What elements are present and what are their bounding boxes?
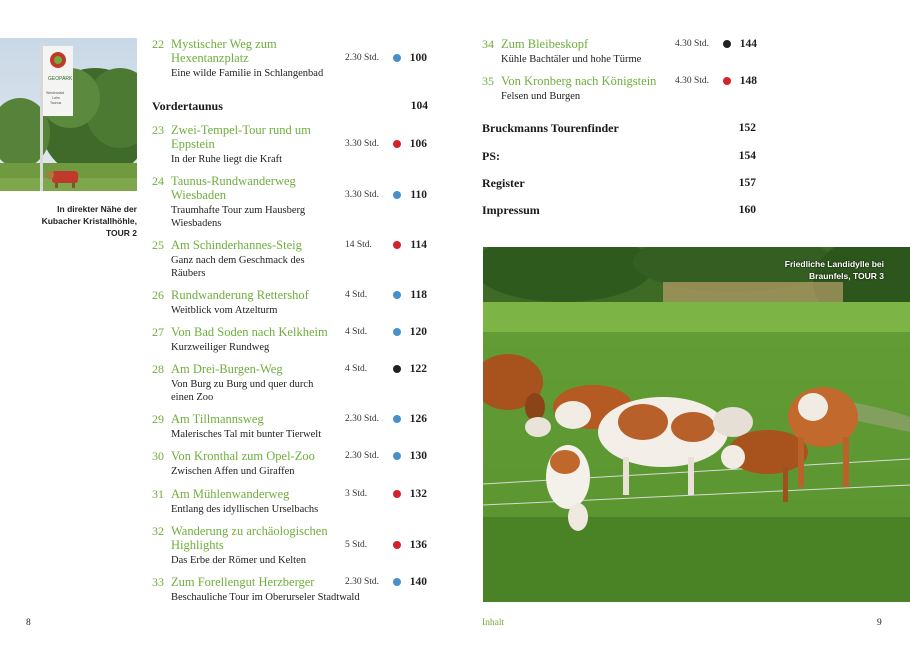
section-page: 104	[410, 100, 428, 112]
difficulty-dot-icon	[393, 328, 401, 336]
entry-title[interactable]: Von Kronthal zum Opel-Zoo	[171, 449, 315, 463]
difficulty-dot-icon	[393, 452, 401, 460]
entry-subtitle: Kühle Bachtäler und hohe Türme	[501, 54, 642, 65]
entry-number: 27	[152, 325, 164, 339]
entry-title[interactable]: Am Drei-Burgen-Weg	[171, 362, 283, 376]
entry-title[interactable]: Wanderung zu archäologischen Highlights	[171, 524, 328, 552]
entry-title[interactable]: Zum Bleibeskopf	[501, 37, 589, 51]
entry-duration: 4 Std.	[345, 290, 368, 300]
entry-duration: 4.30 Std.	[675, 39, 710, 49]
entry-subtitle: Von Burg zu Burg und quer durch einen Zoo	[171, 379, 314, 403]
difficulty-dot-icon	[723, 77, 731, 85]
entry-subtitle: Entlang des idyllischen Urselbachs	[171, 504, 319, 515]
entry-subtitle: Felsen und Burgen	[501, 91, 581, 102]
photo-caption-left	[0, 203, 137, 239]
entry-subtitle: Malerisches Tal mit bunter Tierwelt	[171, 429, 322, 440]
photo-geopark-sign	[0, 38, 137, 191]
section-tourenfinder[interactable]: Bruckmanns Tourenfinder	[482, 121, 619, 135]
entry-subtitle: Traumhafte Tour zum Hausberg Wiesbadens	[171, 205, 306, 229]
difficulty-dot-icon	[393, 490, 401, 498]
caption-right-line-1: Friedliche Landidylle bei	[784, 259, 884, 269]
sign-text-1: GEOPARK	[48, 76, 73, 82]
sign-text-3: Lahn	[52, 96, 60, 100]
section-page: 157	[738, 177, 756, 189]
section-ps[interactable]: PS:	[482, 149, 500, 163]
caption-left-line-1: In direkter Nähe der	[57, 204, 137, 214]
entry-page: 100	[409, 52, 427, 64]
entry-duration: 4 Std.	[345, 327, 368, 337]
sign-text-4: Taunus	[50, 101, 62, 105]
entry-duration: 4.30 Std.	[675, 76, 710, 86]
section-page: 152	[738, 122, 756, 134]
entry-number: 34	[482, 37, 494, 51]
photo-caption-right	[754, 258, 884, 282]
entry-title[interactable]: Zwei-Tempel-Tour rund um Eppstein	[171, 123, 311, 151]
entry-title[interactable]: Mystischer Weg zum Hexentanzplatz	[171, 37, 277, 65]
entry-number: 29	[152, 412, 164, 426]
entry-number: 24	[152, 174, 164, 188]
difficulty-dot-icon	[393, 365, 401, 373]
entry-duration: 3.30 Std.	[345, 139, 380, 149]
section-page: 154	[738, 150, 756, 162]
entry-title[interactable]: Am Schinderhannes-Steig	[171, 238, 302, 252]
entry-subtitle: Kurzweiliger Rundweg	[171, 342, 270, 353]
entry-page: 120	[409, 326, 427, 338]
entry-page: 118	[410, 289, 427, 301]
entry-number: 25	[152, 238, 164, 252]
entry-number: 22	[152, 37, 164, 51]
entry-duration: 2.30 Std.	[345, 53, 380, 63]
entry-page: 106	[409, 138, 427, 150]
entry-number: 33	[152, 575, 164, 589]
entry-page: 144	[739, 38, 757, 50]
entry-title[interactable]: Rundwanderung Rettershof	[171, 288, 309, 302]
entry-duration: 4 Std.	[345, 364, 368, 374]
entry-subtitle: Beschauliche Tour im Oberurseler Stadtwald	[171, 592, 360, 603]
difficulty-dot-icon	[723, 40, 731, 48]
page-number-right: 9	[877, 618, 882, 628]
entry-title[interactable]: Von Kronberg nach Königstein	[501, 74, 657, 88]
difficulty-dot-icon	[393, 415, 401, 423]
entry-duration: 5 Std.	[345, 540, 368, 550]
entry-number: 31	[152, 487, 164, 501]
difficulty-dot-icon	[393, 191, 401, 199]
toc-entry-22[interactable]	[152, 37, 442, 82]
sign-text-2: Westerwald	[46, 91, 65, 95]
entry-number: 35	[482, 74, 494, 88]
section-heading-vordertaunus: Vordertaunus	[152, 99, 223, 113]
caption-left-line-2: Kubacher Kristallhöhle,	[41, 216, 137, 226]
entry-duration: 2.30 Std.	[345, 451, 380, 461]
entry-subtitle: Das Erbe der Römer und Kelten	[171, 555, 306, 566]
entry-duration: 14 Std.	[345, 240, 372, 250]
entry-subtitle: Zwischen Affen und Giraffen	[171, 466, 295, 477]
entry-title[interactable]: Am Tillmannsweg	[171, 412, 264, 426]
entry-number: 28	[152, 362, 164, 376]
entry-page: 132	[409, 488, 427, 500]
caption-left-line-3: TOUR 2	[105, 228, 137, 238]
caption-right-line-2: Braunfels, TOUR 3	[809, 271, 884, 281]
entry-title[interactable]: Am Mühlenwanderweg	[171, 487, 290, 501]
entry-page: 140	[409, 576, 427, 588]
section-page: 160	[738, 204, 756, 216]
entry-page: 110	[410, 189, 427, 201]
entry-duration: 3 Std.	[345, 489, 368, 499]
entry-subtitle: Eine wilde Familie in Schlangenbad	[171, 68, 324, 79]
difficulty-dot-icon	[393, 140, 401, 148]
entry-title[interactable]: Taunus-Rundwanderweg Wiesbaden	[171, 174, 296, 202]
footer-section-label: Inhalt	[482, 618, 505, 628]
entry-subtitle: Ganz nach dem Geschmack des Räubers	[171, 255, 305, 279]
section-register[interactable]: Register	[482, 176, 525, 190]
difficulty-dot-icon	[393, 291, 401, 299]
entry-page: 126	[409, 413, 427, 425]
entry-page: 122	[409, 363, 427, 375]
difficulty-dot-icon	[393, 54, 401, 62]
section-impressum[interactable]: Impressum	[482, 203, 540, 217]
entry-page: 114	[410, 239, 427, 251]
entry-subtitle: Weitblick vom Atzelturm	[171, 305, 278, 316]
entry-subtitle: In der Ruhe liegt die Kraft	[171, 154, 283, 165]
photo-cows-meadow	[483, 247, 910, 602]
difficulty-dot-icon	[393, 541, 401, 549]
entry-duration: 2.30 Std.	[345, 577, 380, 587]
difficulty-dot-icon	[393, 241, 401, 249]
entry-page: 148	[739, 75, 757, 87]
page-number-left: 8	[26, 618, 31, 628]
entry-number: 30	[152, 449, 164, 463]
difficulty-dot-icon	[393, 578, 401, 586]
entry-number: 32	[152, 524, 164, 538]
entry-title[interactable]: Von Bad Soden nach Kelkheim	[171, 325, 328, 339]
entry-page: 136	[409, 539, 427, 551]
entry-title[interactable]: Zum Forellengut Herzberger	[171, 575, 315, 589]
entry-duration: 3.30 Std.	[345, 190, 380, 200]
entry-number: 26	[152, 288, 164, 302]
entry-duration: 2.30 Std.	[345, 414, 380, 424]
entry-page: 130	[409, 450, 427, 462]
entry-number: 23	[152, 123, 164, 137]
